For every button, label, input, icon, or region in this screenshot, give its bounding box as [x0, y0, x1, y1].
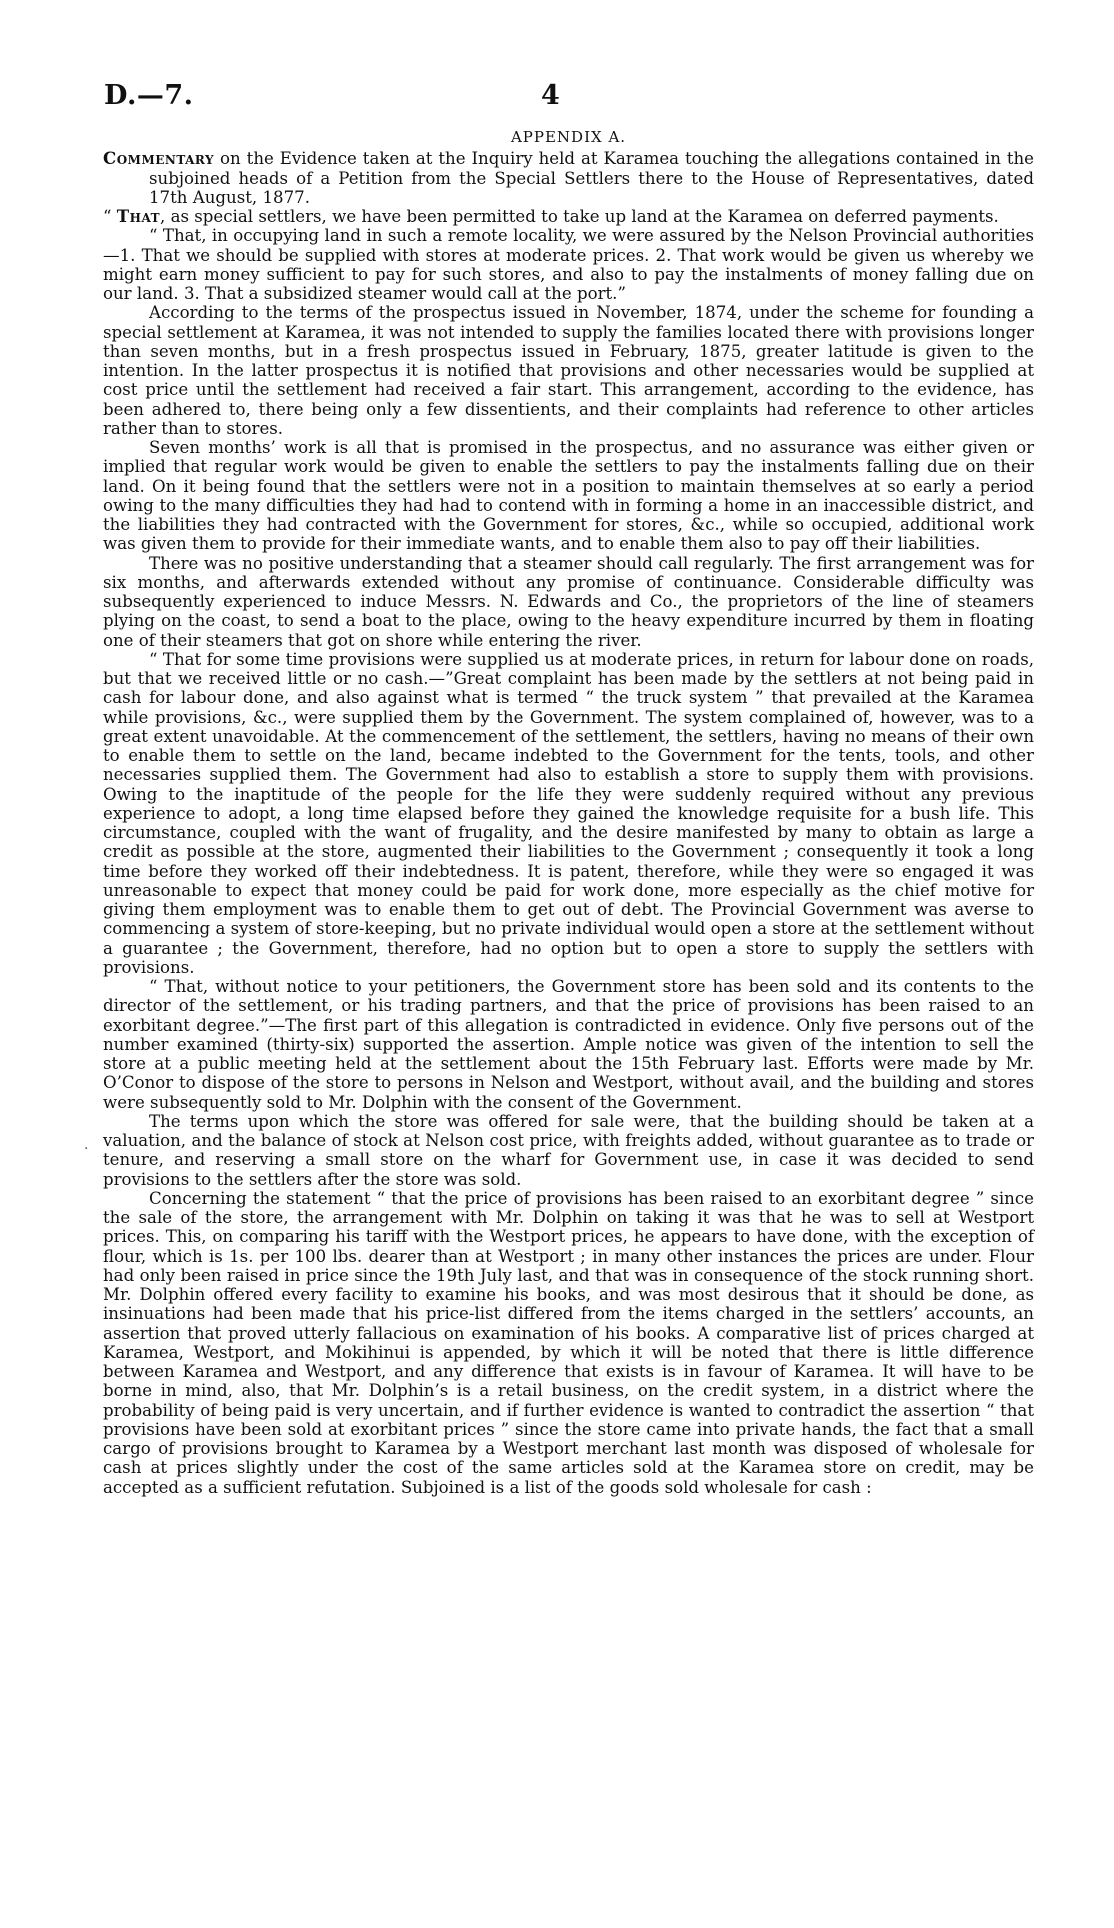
- paragraph-sale-terms: The terms upon which the store was offered for sale were, that the building should be taken at a valuation, and the balance of stock at Nelson cost price, with freights added, without guarantee as to trade or tenure, and reserving a small store on the wharf for Government use, in case it was decided to send provisions to the settlers after the store was sold.: [103, 1111, 1034, 1189]
- page-reference: D.—7.: [104, 80, 194, 111]
- page-header: [104, 80, 1036, 120]
- petition-quote-opening: [103, 207, 1034, 226]
- paragraph-seven-months-work: Seven months’ work is all that is promised in the prospectus, and no assurance was either given or implied that regular work would be given to enable the settlers to pay the instalments falling due on their land. On it being found that the settlers were not in a position to maintain themselves at so early a period owing to the many difficulties they had had to contend with in forming a home in an inaccessible district, and the liabilities they had contracted with the Government for stores, &c., while so occupied, additional work was given them to provide for their immediate wants, and to enable them also to pay off their liabilities.: [103, 438, 1034, 554]
- margin-mark: ·: [84, 1141, 89, 1157]
- quote-text: , as special settlers, we have been permitted to take up land at the Karamea on deferred payments.: [160, 207, 999, 226]
- paragraph-truck-system: “ That for some time provisions were supplied us at moderate prices, in return for labour done on roads, but that we received little or no cash.—”Great complaint has been made by the settlers at not being paid in cash for labour done, and also against what is termed “ the truck system ” that prevailed at the Karamea while provisions, &c., were supplied them by the Government. The system complained of, however, was to a great extent unavoidable. At the commencement of the settlement, the settlers, having no means of their own to enable them to settle on the land, became indebted to the Government for the tents, tools, and other necessaries supplied them. The Government had also to establish a store to supply them with provisions. Owing to the inaptitude of the people for the life they were suddenly required without any previous experience to adopt, a long time elapsed before they gained the knowledge requisite for a bush life. This circumstance, coupled with the want of frugality, and the desire manifested by many to obtain as large a credit as possible at the store, augmented their liabilities to the Government ; consequently it took a long time before they worked off their indebtedness. It is patent, therefore, while they were so engaged it was unreasonable to expect that money could be paid for work done, more especially as the chief motive for giving them employment was to enable them to get out of debt. The Provincial Government was averse to commencing a system of store-keeping, but no private individual would open a store at the settlement without a guarantee ; the Government, therefore, had no option but to open a store to supply the settlers with provisions.: [103, 649, 1034, 977]
- paragraph-petition-assurances: “ That, in occupying land in such a remote locality, we were assured by the Nelson Provincial authorities—1. That we should be supplied with stores at moderate prices. 2. That work would be given us whereby we might earn money sufficient to pay for such stores, and also to pay the instalments of money falling due on our land. 3. That a subsidized steamer would call at the port.”: [103, 226, 1034, 303]
- page-number: 4: [541, 80, 560, 111]
- appendix-title: APPENDIX A.: [510, 128, 627, 146]
- paragraph-steamer: There was no positive understanding that a steamer should call regularly. The first arrangement was for six months, and afterwards extended without any promise of continuance. Considerable difficulty was subsequently experienced to induce Messrs. N. Edwards and Co., the proprietors of the line of steamers plying on the coast, to send a boat to the place, owing to the heavy expenditure incurred by them in floating one of their steamers that got on shore while entering the river.: [103, 553, 1034, 650]
- paragraph-prospectus-terms: According to the terms of the prospectus issued in November, 1874, under the scheme for founding a special settlement at Karamea, it was not intended to supply the families located there with provisions longer than seven months, but in a fresh prospectus issued in February, 1875, greater latitude is given to the intention. In the latter prospectus it is notified that provisions and other necessaries would be supplied at cost price until the settlement had received a fair start. This arrangement, according to the evidence, has been adhered to, there being only a few dissentients, and their complaints had reference to other articles rather than to stores.: [103, 303, 1034, 438]
- paragraph-store-sold: “ That, without notice to your petitioners, the Government store has been sold and its contents to the director of the settlement, or his trading partners, and that the price of provisions has been raised to an exorbitant degree.”—The first part of this allegation is contradicted in evidence. Only five persons out of the number examined (thirty-six) supported the assertion. Ample notice was given of the intention to sell the store at a public meeting held at the settlement about the 15th February last. Efforts were made by Mr. O’Conor to dispose of the store to persons in Nelson and Westport, without avail, and the building and stores were subsequently sold to Mr. Dolphin with the consent of the Government.: [103, 977, 1034, 1112]
- commentary-text: on the Evidence taken at the Inquiry held at Karamea touching the allegations contained in the subjoined heads of a Petition from the Special Settlers there to the House of Representatives, dated 17th August, 1877.: [149, 149, 1034, 207]
- commentary-lead: Commentary: [103, 148, 215, 169]
- commentary-heading: [103, 149, 1034, 207]
- paragraph-prices-comparison: Concerning the statement “ that the price of provisions has been raised to an exorbitant degree ” since the sale of the store, the arrangement with Mr. Dolphin on taking it was that he was to sell at Westport prices. This, on comparing his tariff with the Westport prices, he appears to have done, with the exception of flour, which is 1s. per 100 lbs. dearer than at Westport ; in many other instances the prices are under. Flour had only been raised in price since the 19th July last, and that was in consequence of the stock running short. Mr. Dolphin offered every facility to examine his books, and was most desirous that it should be done, as insinuations had been made that his price-list differed from the items charged in the settlers’ accounts, an assertion that proved utterly fallacious on examination of his books. A comparative list of prices charged at Karamea, Westport, and Mokihinui is appended, by which it will be noted that there is little difference between Karamea and Westport, and any difference that exists is in favour of Karamea. It will have to be borne in mind, also, that Mr. Dolphin’s is a retail business, on the credit system, in a district where the probability of being paid is very uncertain, and if further evidence is wanted to contradict the assertion “ that provisions have been sold at exorbitant prices ” since the store came into private hands, the fact that a small cargo of provisions brought to Karamea by a Westport merchant last month was disposed of wholesale for cash at prices slightly under the cost of the same articles sold at the Karamea store on credit, may be accepted as a sufficient refutation. Subjoined is a list of the goods sold wholesale for cash :: [103, 1188, 1034, 1497]
- quote-lead: That: [116, 206, 161, 226]
- quote-open-mark: “: [103, 207, 117, 226]
- document-body: [103, 128, 1034, 1497]
